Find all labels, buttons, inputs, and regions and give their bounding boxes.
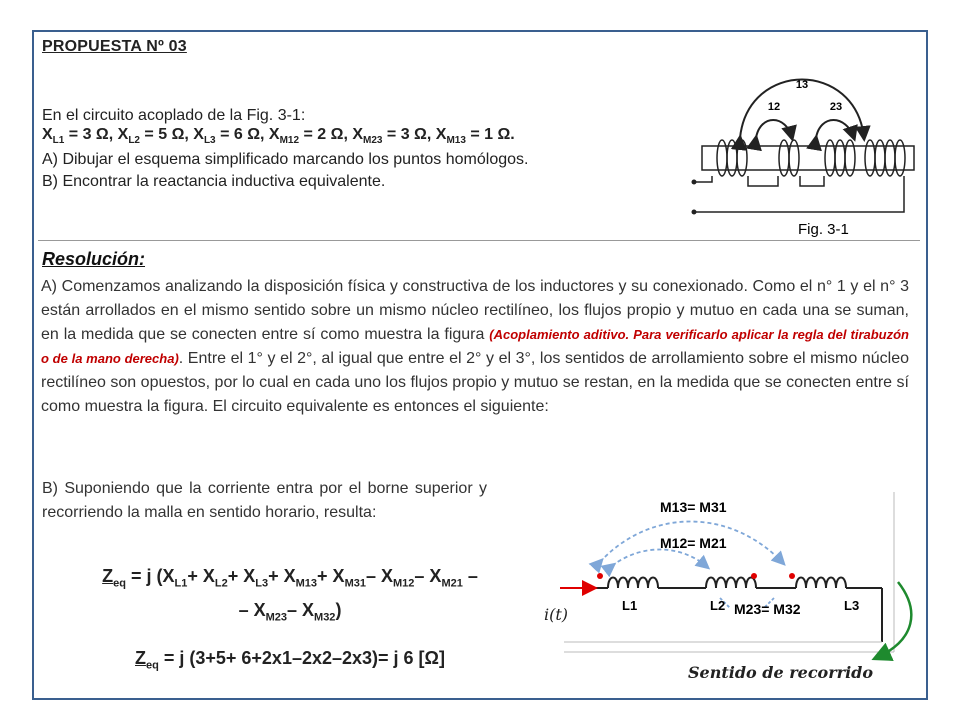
part-b-text: B) Suponiendo que la corriente entra por el borne superior y recorriendo la malla en sentido horario, resulta: — [42, 480, 487, 521]
label-l1: L1 — [622, 598, 638, 613]
resolution-body: A) Comenzamos analizando la disposición física y constructiva de los inductores y su conexionado. Como el n° 1 y el n° 3 están arrollados en el mismo sentido sobre un mismo núcleo rectilíneo, los flujos propio y mutuo en cada una se suman, en la medida que se conecten entre sí como muestra la figura (Acoplamiento aditivo. Para verificarlo aplicar la regla del tirabuzón o de la mano derecha). Entre el 1° y el 2°, al igual que entre el 2° y el 3°, los sentidos de arrollamiento sobre el mismo núcleo rectilíneo son opuestos, por lo cual en cada uno los flujos propio y mutuo se restan, en la medida que se conecten entre sí como muestra la figura. El circuito equivalente es entonces el siguiente: — [41, 278, 910, 415]
resolution-note: (Acoplamiento aditivo. Para verificarlo aplicar la regla del tirabuzón o de la mano derecha) — [41, 327, 909, 366]
dot-l3 — [789, 573, 795, 579]
wiring — [694, 176, 904, 212]
label-13: 13 — [795, 79, 809, 91]
task-a: A) Dibujar el esquema simplificado marcando los puntos homólogos. — [42, 151, 529, 169]
dot-l2 — [751, 573, 757, 579]
label-23: 23 — [829, 101, 843, 113]
figure-caption: Fig. 3-1 — [798, 221, 849, 238]
current-label: i(t) — [544, 605, 569, 624]
label-m23: M23= M32 — [734, 601, 801, 617]
resolution-title: Resolución: — [42, 249, 146, 269]
equation-1: $Z_{eq} = j$ ($X_{L1}+ X_{L2}+ X_{L3}+ X_{M13}+ X_{M31}-$ $X_{M12}-$ $X_{M21}$ – – $X_{M23}-$ $X_{M32}$) — [102, 566, 478, 624]
arc-m12 — [612, 550, 706, 567]
task-b: B) Encontrar la reactancia inductiva equivalente. — [42, 173, 386, 191]
arc-12 — [756, 120, 792, 138]
core — [702, 146, 914, 170]
proposal-title: PROPUESTA Nº 03 — [42, 38, 187, 55]
label-m12: M12= M21 — [660, 535, 727, 551]
reactance-values: $X_{L1} = 3$ Ω, $X_{L2} = 5$ Ω, $X_{L3} = 6$ Ω, $X_{M12} = 2$ Ω, $X_{M23} = 3$ Ω, $X_{M13} = 1$ Ω. — [42, 126, 515, 147]
direction-label: Sentido de recorrido — [688, 663, 874, 682]
label-l3: L3 — [844, 598, 860, 613]
label-m13: M13= M31 — [660, 499, 727, 515]
problem-statement — [42, 106, 662, 191]
arc-23 — [816, 120, 854, 138]
label-12: 12 — [767, 101, 781, 113]
equivalent-circuit — [560, 490, 920, 690]
statement-intro: En el circuito acoplado de la Fig. 3-1: — [42, 107, 306, 124]
figure-3-1 — [688, 62, 920, 240]
dot-l1 — [597, 573, 603, 579]
label-l2: L2 — [710, 598, 726, 613]
equation-2: $Z_{eq} = j$ (3+5+ 6+2x1–2x2–2x3)= j 6 [Ω] — [135, 648, 445, 672]
